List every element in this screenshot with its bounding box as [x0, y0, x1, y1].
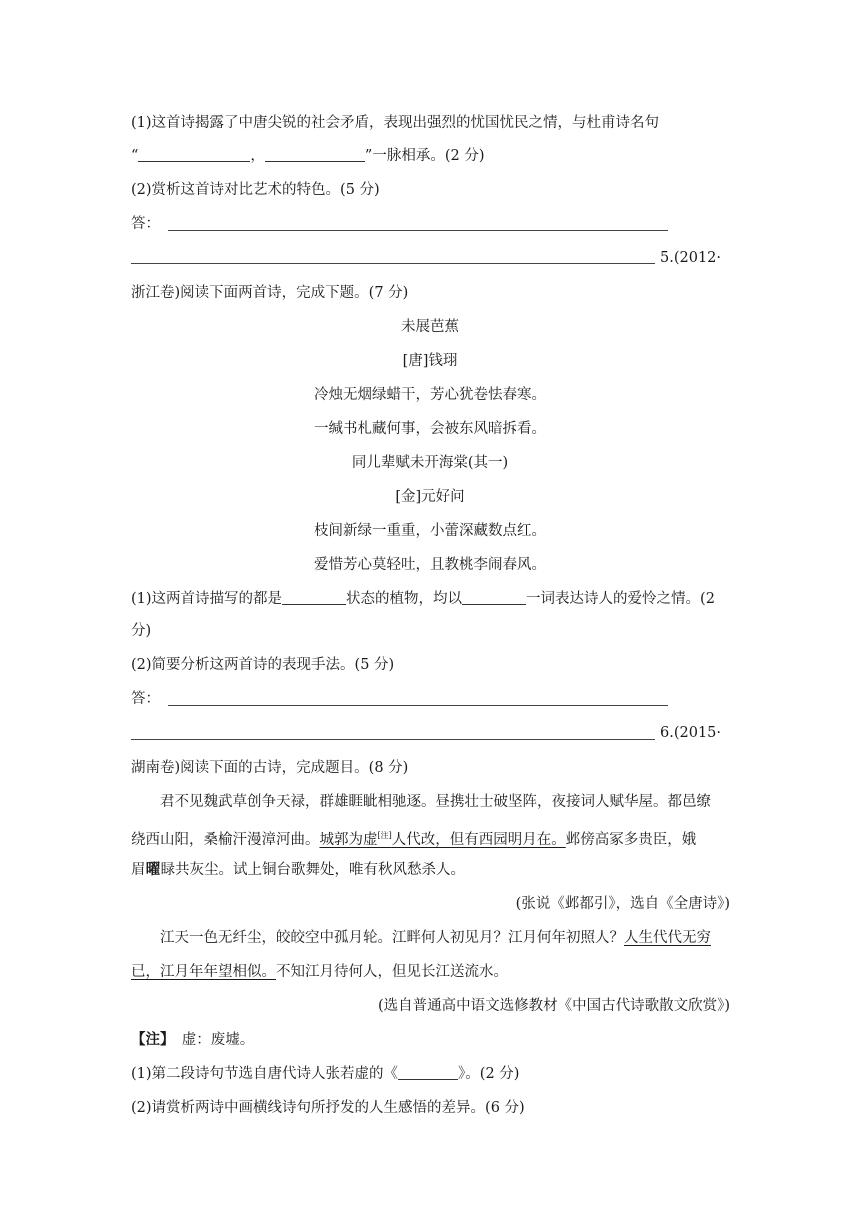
q4-answer-label: 答：	[131, 216, 160, 232]
q5-poem2-title: 同儿辈赋未开海棠(其一)	[351, 455, 509, 471]
q5-poem1-line2: 一缄书札藏何事，会被东风暗拆看。	[314, 421, 546, 437]
note-text: 虚：废墟。	[181, 1032, 255, 1048]
q5-sub1-line2: 分)	[131, 623, 152, 639]
q5-poem2-author: [金]元好问	[395, 489, 465, 505]
q6-poem1-line3	[131, 860, 465, 880]
q6-sub1-text-a: (1)第二段诗句节选自唐代诗人张若虚的《	[131, 1066, 399, 1082]
q6-instruction: 湖南卷)阅读下面的古诗，完成题目。(8 分)	[131, 760, 409, 776]
q5-poem2-line2: 爱惜芳心莫轻吐，且教桃李闹春风。	[314, 557, 546, 573]
q6-poem1-text-tail: 邺傍高冢多贵臣，娥	[565, 831, 697, 848]
q4-close-quote: ”一脉相承。(2 分)	[364, 148, 485, 164]
q6-sub1	[131, 1064, 519, 1084]
q5-poem1-author: [唐]钱珝	[402, 353, 458, 369]
q6-underlined-text-b: 人代改，但有西园明月在。	[391, 831, 566, 848]
q5-sub1-line1	[131, 589, 715, 609]
note-label: 【注】	[131, 1031, 168, 1048]
q6-sub1-text-b: 》。(2 分)	[458, 1066, 520, 1082]
q5-sub1-text-b: 状态的植物，均以	[346, 591, 463, 607]
q6-underlined-verse-2a: 人生代代无穷	[624, 930, 711, 946]
q6-poem1-line1: 君不见魏武草创争天禄，群雄睚眦相驰逐。昼携壮士破坚阵，夜接词人赋华屋。都邑缭	[160, 794, 711, 810]
q5-instruction: 浙江卷)阅读下面两首诗，完成下题。(7 分)	[131, 285, 409, 301]
rare-character-glyph: 曜	[145, 861, 161, 878]
q5-blank-2[interactable]	[462, 590, 526, 605]
q4-blank-1[interactable]	[138, 147, 250, 162]
q6-underlined-text-a: 城郭为虚	[319, 831, 378, 848]
q5-poem1-title: 未展芭蕉	[401, 319, 459, 335]
q5-sub2: (2)简要分析这两首诗的表现手法。(5 分)	[131, 657, 395, 673]
q5-sub1-text-a: (1)这两首诗描写的都是	[131, 591, 283, 607]
q6-poem1-line2	[131, 826, 696, 850]
q6-underlined-verse-2b: 已，江月年年望相似。	[131, 964, 276, 980]
q5-answer-line-1[interactable]	[168, 705, 668, 706]
q4-sub2: (2)赏析这首诗对比艺术的特色。(5 分)	[131, 182, 380, 198]
q6-poem1-text-c: 眉	[131, 862, 146, 878]
q6-poem2-line1	[160, 928, 711, 948]
q4-sub1-line1: (1)这首诗揭露了中唐尖锐的社会矛盾，表现出强烈的忧国忧民之情，与杜甫诗名句	[131, 115, 660, 131]
q4-answer-line-2[interactable]	[131, 263, 655, 264]
q6-poem1-text-d: 睩共灰尘。试上铜台歌舞处，唯有秋风愁杀人。	[160, 862, 465, 878]
q6-poem1-text: 绕西山阳，桑榆汗漫漳河曲。	[131, 831, 320, 848]
q4-sub1-line2	[131, 146, 484, 166]
q6-underlined-verse-1	[320, 832, 566, 848]
q6-note	[131, 1030, 254, 1050]
q6-poem1-source: (张说《邺都引》，选自《全唐诗》)	[515, 896, 730, 912]
q4-answer-line-1[interactable]	[168, 230, 668, 231]
q5-poem1-line1: 冷烛无烟绿蜡干，芳心犹卷怯春寒。	[314, 387, 546, 403]
q6-poem2-text-b: 不知江月待何人，但见长江送流水。	[276, 964, 508, 980]
q6-poem2-line2	[131, 962, 508, 982]
q5-blank-1[interactable]	[282, 590, 346, 605]
q4-open-quote: “	[131, 148, 139, 164]
q6-sub2: (2)请赏析两诗中画横线诗句所抒发的人生感悟的差异。(6 分)	[131, 1100, 525, 1116]
note-marker[interactable]: [注]	[377, 831, 392, 840]
q6-poem2-source: (选自普通高中语文选修教材《中国古代诗歌散文欣赏》)	[377, 998, 730, 1014]
q6-blank-title[interactable]	[398, 1065, 458, 1080]
q6-number: 6.(2015·	[660, 725, 722, 741]
q6-poem2-text-a: 江天一色无纤尘，皎皎空中孤月轮。江畔何人初见月？江月何年初照人？	[160, 930, 624, 946]
q5-number: 5.(2012·	[660, 250, 722, 266]
q4-blank-2[interactable]	[265, 147, 365, 162]
q5-poem2-line1: 枝间新绿一重重，小蕾深藏数点红。	[314, 523, 546, 539]
q5-answer-label: 答：	[131, 691, 160, 707]
q4-comma: ，	[250, 148, 265, 164]
q5-answer-line-2[interactable]	[131, 739, 655, 740]
q5-sub1-text-c: 一词表达诗人的爱怜之情。(2	[526, 591, 715, 607]
